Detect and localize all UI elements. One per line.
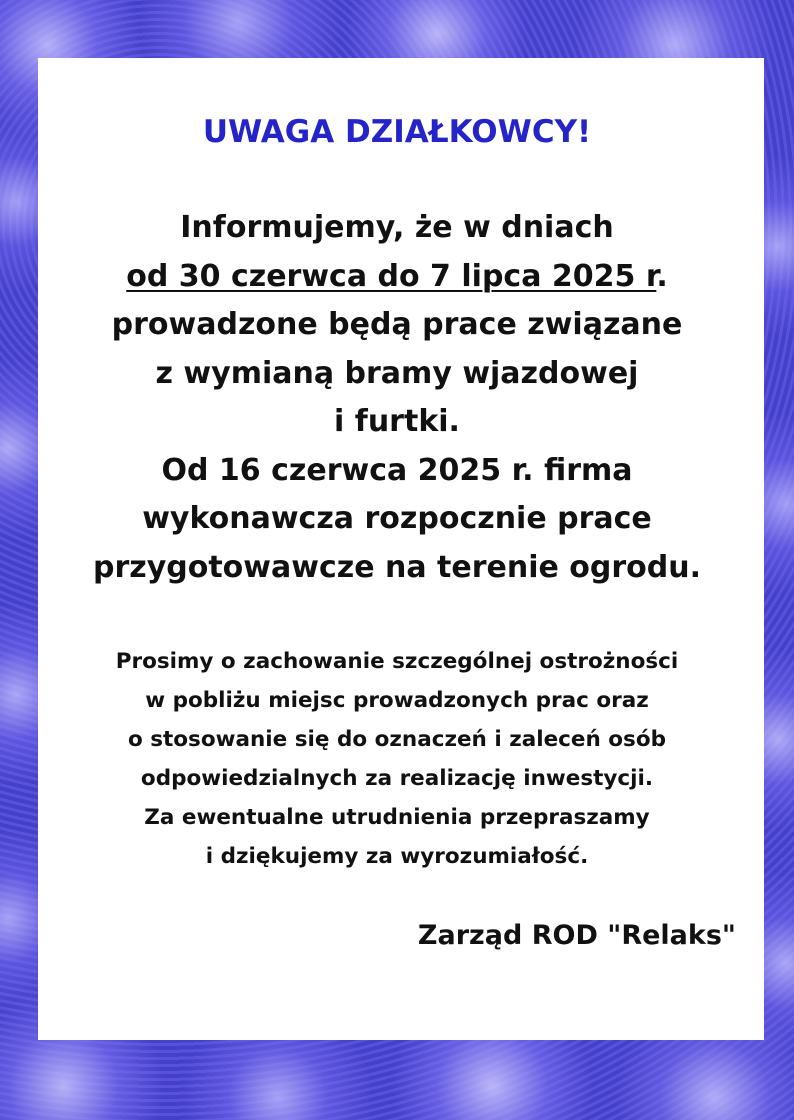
date-range: od 30 czerwca do 7 lipca 2025 r (126, 258, 657, 294)
secondary-line-4: odpowiedzialnych za realizację inwestycji. (140, 766, 654, 791)
notice-main-text (0, 204, 794, 592)
secondary-line-5: Za ewentualne utrudnienia przepraszamy (144, 805, 650, 830)
signature: Zarząd ROD "Relaks" (417, 920, 736, 951)
secondary-line-2: w pobliżu miejsc prowadzonych prac oraz (145, 688, 649, 713)
main-line-1: Informujemy, że w dniach (180, 210, 614, 245)
main-line-2 (0, 253, 794, 302)
main-line-6: Od 16 czerwca 2025 r. firma (161, 452, 633, 488)
main-line-8: przygotowawcze na terenie ogrodu. (92, 549, 702, 585)
main-line-5: i furtki. (334, 404, 460, 439)
main-line-3: prowadzone będą prace związane (111, 307, 683, 342)
secondary-line-3: o stosowanie się do oznaczeń i zaleceń osób (127, 727, 667, 752)
notice-title: UWAGA DZIAŁKOWCY! (202, 114, 592, 150)
date-range-suffix: . (656, 258, 668, 294)
notice-secondary-text (0, 642, 794, 876)
secondary-line-1: Prosimy o zachowanie szczególnej ostrożności (115, 649, 679, 674)
main-line-7: wykonawcza rozpocznie prace (142, 501, 652, 536)
main-line-4: z wymianą bramy wjazdowej (155, 355, 639, 391)
secondary-line-6: i dziękujemy za wyrozumiałość. (205, 844, 589, 869)
